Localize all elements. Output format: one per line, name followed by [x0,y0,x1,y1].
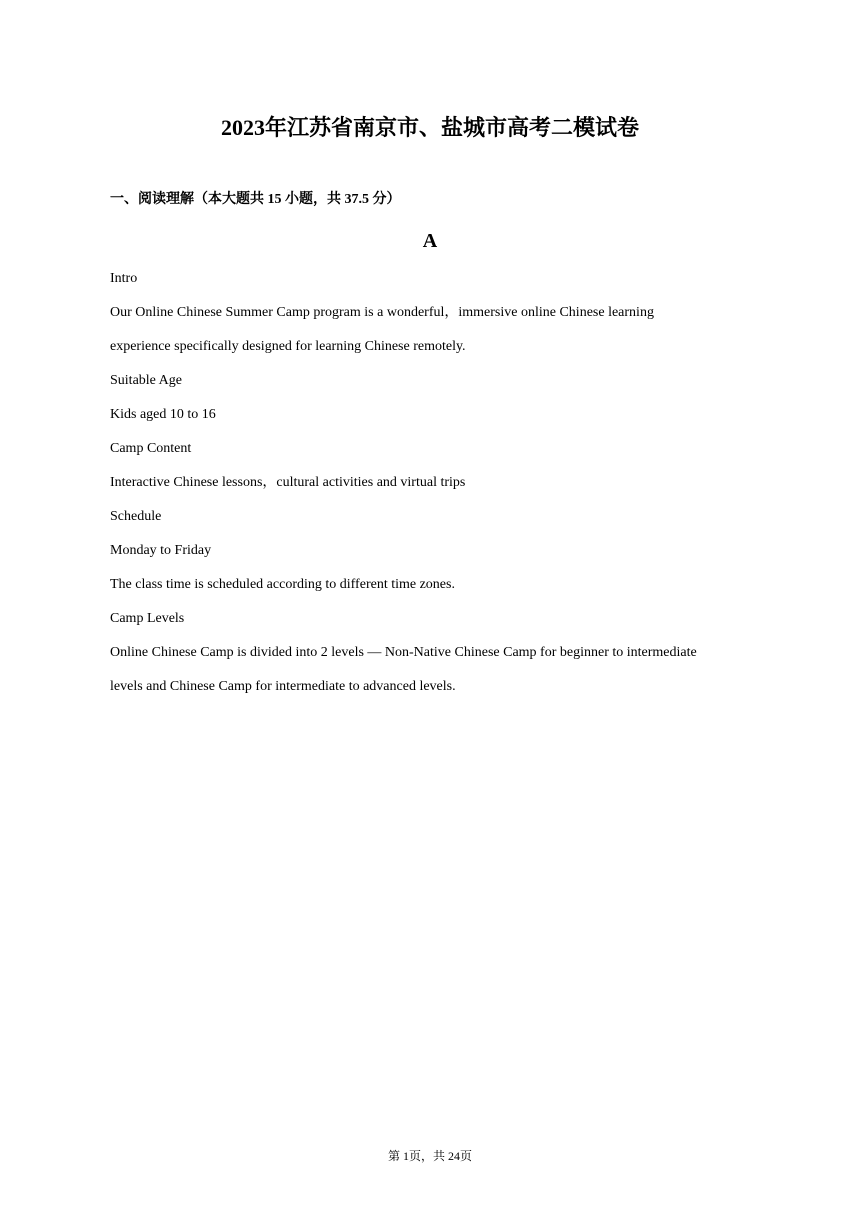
passage-line-content-heading: Camp Content [110,441,192,456]
passage-line: experience specifically designed for learning Chinese remotely. [110,339,466,354]
passage-line: Monday to Friday [110,543,212,558]
passage-letter: A [422,230,438,252]
page-title: 2023年江苏省南京市、盐城市高考二模试卷 [220,115,639,140]
passage-line: Interactive Chinese lessons，cultural activities and virtual trips [110,475,466,490]
passage-line-schedule-heading: Schedule [110,509,162,524]
passage-line: Our Online Chinese Summer Camp program is a wonderful，immersive online Chinese learning [110,305,654,320]
passage-body [110,262,760,704]
passage-line-levels-heading: Camp Levels [110,611,185,626]
passage-line-intro-heading: Intro [110,271,138,286]
passage-line: levels and Chinese Camp for intermediate to advanced levels. [110,679,456,694]
page-number-footer: 第 1页，共 24页 [387,1149,472,1163]
passage-line: The class time is scheduled according to different time zones. [110,577,455,592]
section-heading: 一、阅读理解（本大题共 15 小题，共 37.5 分） [110,192,401,207]
passage-line: Online Chinese Camp is divided into 2 levels — Non-Native Chinese Camp for beginner to intermediate [110,645,697,660]
passage-line: Kids aged 10 to 16 [110,407,216,422]
passage-line-age-heading: Suitable Age [110,373,182,388]
